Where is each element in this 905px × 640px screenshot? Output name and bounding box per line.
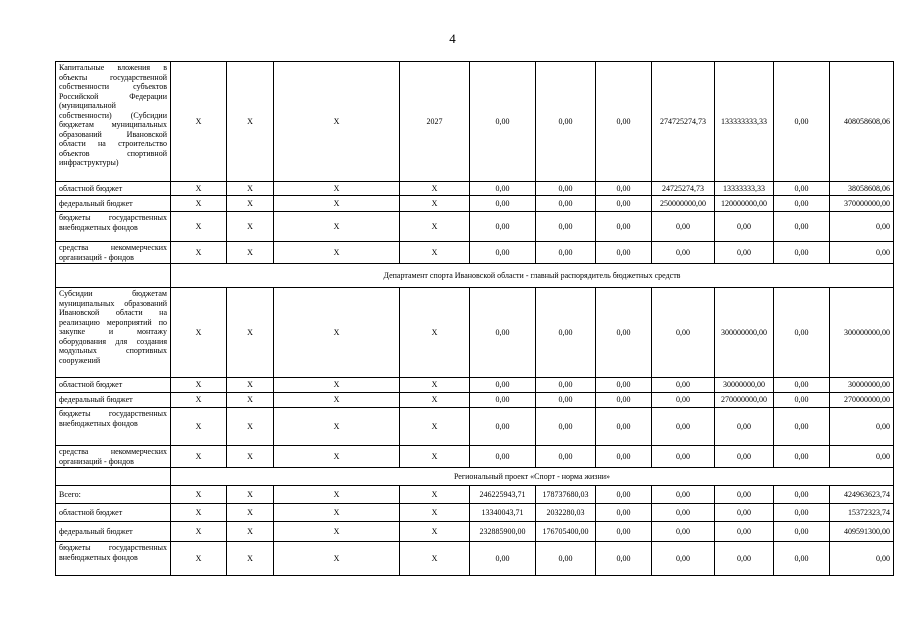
table-cell: 0,00 — [652, 522, 715, 542]
table-cell: X — [171, 182, 227, 196]
table-cell: 0,00 — [536, 378, 596, 393]
table-cell: 0,00 — [715, 504, 774, 522]
table-cell: X — [227, 62, 274, 182]
table-cell: 0,00 — [774, 522, 830, 542]
table-cell: X — [274, 504, 400, 522]
table-cell: X — [274, 182, 400, 196]
table-cell: 0,00 — [652, 542, 715, 576]
table-cell: 0,00 — [715, 242, 774, 264]
table-cell: X — [227, 522, 274, 542]
table-cell: 0,00 — [774, 408, 830, 446]
table-cell: 250000000,00 — [652, 196, 715, 212]
table-cell: 0,00 — [652, 408, 715, 446]
row-label: областной бюджет — [56, 378, 171, 393]
row-label: средства некоммерческих организаций - фондов — [56, 242, 171, 264]
table-cell: 0,00 — [715, 408, 774, 446]
table-cell: 0,00 — [470, 182, 536, 196]
table-cell: X — [400, 446, 470, 468]
table-cell: 15372323,74 — [830, 504, 894, 522]
row-label: федеральный бюджет — [56, 196, 171, 212]
table-cell: X — [274, 522, 400, 542]
table-cell: 0,00 — [596, 522, 652, 542]
table-cell: X — [400, 242, 470, 264]
table-cell: X — [171, 393, 227, 408]
table-cell: 0,00 — [536, 182, 596, 196]
table-row — [56, 522, 894, 542]
table-cell: 0,00 — [652, 288, 715, 378]
table-cell: 0,00 — [774, 486, 830, 504]
table-cell: 0,00 — [596, 408, 652, 446]
table-cell: 0,00 — [652, 486, 715, 504]
table-cell: X — [274, 212, 400, 242]
table-cell: X — [400, 212, 470, 242]
table-cell: X — [227, 212, 274, 242]
table-cell: 0,00 — [470, 408, 536, 446]
table-cell: 0,00 — [596, 378, 652, 393]
table-cell: 0,00 — [774, 542, 830, 576]
table-row — [56, 182, 894, 196]
table-cell: 0,00 — [830, 542, 894, 576]
table-cell: 0,00 — [470, 196, 536, 212]
table-cell: X — [274, 196, 400, 212]
table-cell: X — [400, 393, 470, 408]
table-cell: X — [227, 196, 274, 212]
section-title: Региональный проект «Спорт - норма жизни» — [171, 468, 894, 486]
table-row — [56, 378, 894, 393]
table-cell: 0,00 — [596, 182, 652, 196]
row-label: Всего: — [56, 486, 171, 504]
page-number: 4 — [449, 31, 456, 46]
table-cell: 0,00 — [715, 446, 774, 468]
table-row — [56, 212, 894, 242]
section-blank-cell — [56, 468, 171, 486]
table-cell: X — [227, 288, 274, 378]
table-cell: 13333333,33 — [715, 182, 774, 196]
table-cell: 0,00 — [596, 486, 652, 504]
table-cell: 0,00 — [652, 212, 715, 242]
table-cell: 0,00 — [596, 212, 652, 242]
table-row — [56, 408, 894, 446]
table-cell: 0,00 — [774, 288, 830, 378]
table-cell: 0,00 — [596, 288, 652, 378]
table-cell: 370000000,00 — [830, 196, 894, 212]
table-cell: X — [400, 288, 470, 378]
table-cell: X — [171, 62, 227, 182]
table-cell: 0,00 — [830, 212, 894, 242]
table-cell: X — [171, 486, 227, 504]
table-cell: 2027 — [400, 62, 470, 182]
table-cell: 0,00 — [596, 542, 652, 576]
table-row — [56, 446, 894, 468]
table-cell: X — [171, 446, 227, 468]
table-cell: 274725274,73 — [652, 62, 715, 182]
table-cell: X — [227, 504, 274, 522]
table-cell: 0,00 — [596, 446, 652, 468]
row-label: Субсидии бюджетам муниципальных образований Ивановской области на реализацию мероприятий по закупке и монтажу оборудования для создания модульных спортивных сооружений — [56, 288, 171, 378]
table-cell: X — [227, 542, 274, 576]
table-cell: 0,00 — [774, 378, 830, 393]
table-cell: 0,00 — [596, 504, 652, 522]
table-cell: 408058608,06 — [830, 62, 894, 182]
table-cell: 0,00 — [536, 393, 596, 408]
table-cell: X — [227, 182, 274, 196]
table-cell: X — [400, 522, 470, 542]
table-cell: 0,00 — [470, 542, 536, 576]
table-cell: X — [171, 212, 227, 242]
table-row — [56, 504, 894, 522]
table-cell: 0,00 — [470, 62, 536, 182]
table-cell: X — [227, 242, 274, 264]
table-cell: X — [227, 378, 274, 393]
row-label: Капитальные вложения в объекты государственной собственности субъектов Российской Федерации (муниципальной собственности) (Субсидии бюджетам муниципальных образований Ивановской области на строительство объектов спортивной инфраструктуры) — [56, 62, 171, 182]
budget-table — [55, 61, 894, 576]
table-cell: 0,00 — [470, 378, 536, 393]
table-cell: 0,00 — [536, 446, 596, 468]
budget-table-body — [56, 62, 894, 576]
table-cell: X — [171, 542, 227, 576]
table-cell: 0,00 — [596, 196, 652, 212]
table-cell: 0,00 — [715, 542, 774, 576]
table-cell: 0,00 — [652, 378, 715, 393]
table-cell: 0,00 — [774, 212, 830, 242]
table-cell: 0,00 — [470, 288, 536, 378]
table-cell: X — [274, 408, 400, 446]
table-cell: 0,00 — [536, 542, 596, 576]
table-cell: X — [171, 408, 227, 446]
table-row — [56, 486, 894, 504]
table-cell: 0,00 — [774, 242, 830, 264]
table-cell: 0,00 — [470, 212, 536, 242]
table-cell: 232885900,00 — [470, 522, 536, 542]
table-cell: X — [227, 408, 274, 446]
table-cell: 270000000,00 — [830, 393, 894, 408]
table-cell: 120000000,00 — [715, 196, 774, 212]
table-cell: 0,00 — [652, 393, 715, 408]
table-cell: X — [171, 288, 227, 378]
row-label: областной бюджет — [56, 504, 171, 522]
table-cell: X — [171, 504, 227, 522]
table-cell: 0,00 — [652, 242, 715, 264]
table-cell: 300000000,00 — [715, 288, 774, 378]
table-cell: X — [171, 196, 227, 212]
table-cell: 0,00 — [536, 408, 596, 446]
table-row — [56, 288, 894, 378]
table-cell: 0,00 — [774, 393, 830, 408]
table-cell: 0,00 — [596, 62, 652, 182]
table-cell: X — [227, 486, 274, 504]
table-cell: 13340043,71 — [470, 504, 536, 522]
table-cell: 0,00 — [652, 446, 715, 468]
table-cell: 0,00 — [830, 242, 894, 264]
table-cell: 0,00 — [830, 408, 894, 446]
table-cell: 0,00 — [536, 242, 596, 264]
table-cell: 133333333,33 — [715, 62, 774, 182]
table-cell: 0,00 — [774, 504, 830, 522]
table-cell: 38058608,06 — [830, 182, 894, 196]
table-cell: 0,00 — [536, 196, 596, 212]
table-cell: X — [274, 288, 400, 378]
table-cell: X — [227, 393, 274, 408]
table-cell: X — [400, 196, 470, 212]
table-cell: 0,00 — [774, 182, 830, 196]
table-cell: 0,00 — [715, 522, 774, 542]
table-row — [56, 242, 894, 264]
table-cell: X — [274, 542, 400, 576]
table-row — [56, 393, 894, 408]
table-row — [56, 62, 894, 182]
table-cell: X — [171, 522, 227, 542]
table-cell: 0,00 — [774, 62, 830, 182]
table-cell: 30000000,00 — [715, 378, 774, 393]
table-cell: 0,00 — [536, 288, 596, 378]
table-cell: X — [400, 408, 470, 446]
section-title: Департамент спорта Ивановской области - главный распорядитель бюджетных средств — [171, 264, 894, 288]
section-row — [56, 468, 894, 486]
table-cell: 176705400,00 — [536, 522, 596, 542]
table-cell: X — [274, 242, 400, 264]
table-cell: 424963623,74 — [830, 486, 894, 504]
table-row — [56, 196, 894, 212]
table-cell: 0,00 — [536, 212, 596, 242]
table-cell: X — [171, 242, 227, 264]
table-cell: X — [274, 486, 400, 504]
table-cell: 0,00 — [470, 446, 536, 468]
row-label: федеральный бюджет — [56, 522, 171, 542]
table-cell: 270000000,00 — [715, 393, 774, 408]
row-label: бюджеты государственных внебюджетных фондов — [56, 542, 171, 576]
table-cell: X — [227, 446, 274, 468]
table-cell: 178737680,03 — [536, 486, 596, 504]
table-cell: X — [400, 486, 470, 504]
table-cell: 0,00 — [774, 446, 830, 468]
table-cell: 0,00 — [596, 242, 652, 264]
table-cell: 409591300,00 — [830, 522, 894, 542]
table-cell: X — [171, 378, 227, 393]
row-label: областной бюджет — [56, 182, 171, 196]
table-cell: 0,00 — [536, 62, 596, 182]
table-cell: 2032280,03 — [536, 504, 596, 522]
table-cell: 0,00 — [470, 393, 536, 408]
table-cell: X — [400, 378, 470, 393]
table-cell: 300000000,00 — [830, 288, 894, 378]
table-cell: X — [274, 446, 400, 468]
table-cell: 0,00 — [652, 504, 715, 522]
table-cell: X — [274, 393, 400, 408]
row-label: федеральный бюджет — [56, 393, 171, 408]
table-cell: X — [274, 378, 400, 393]
table-cell: 246225943,71 — [470, 486, 536, 504]
table-cell: 0,00 — [830, 446, 894, 468]
row-label: бюджеты государственных внебюджетных фондов — [56, 408, 171, 446]
table-cell: 0,00 — [715, 212, 774, 242]
table-cell: 0,00 — [774, 196, 830, 212]
table-row — [56, 542, 894, 576]
table-cell: 24725274,73 — [652, 182, 715, 196]
table-cell: 30000000,00 — [830, 378, 894, 393]
table-cell: 0,00 — [596, 393, 652, 408]
table-cell: X — [274, 62, 400, 182]
table-cell: X — [400, 504, 470, 522]
section-blank-cell — [56, 264, 171, 288]
table-cell: X — [400, 182, 470, 196]
row-label: бюджеты государственных внебюджетных фондов — [56, 212, 171, 242]
table-cell: X — [400, 542, 470, 576]
table-cell: 0,00 — [470, 242, 536, 264]
row-label: средства некоммерческих организаций - фондов — [56, 446, 171, 468]
section-row — [56, 264, 894, 288]
table-cell: 0,00 — [715, 486, 774, 504]
